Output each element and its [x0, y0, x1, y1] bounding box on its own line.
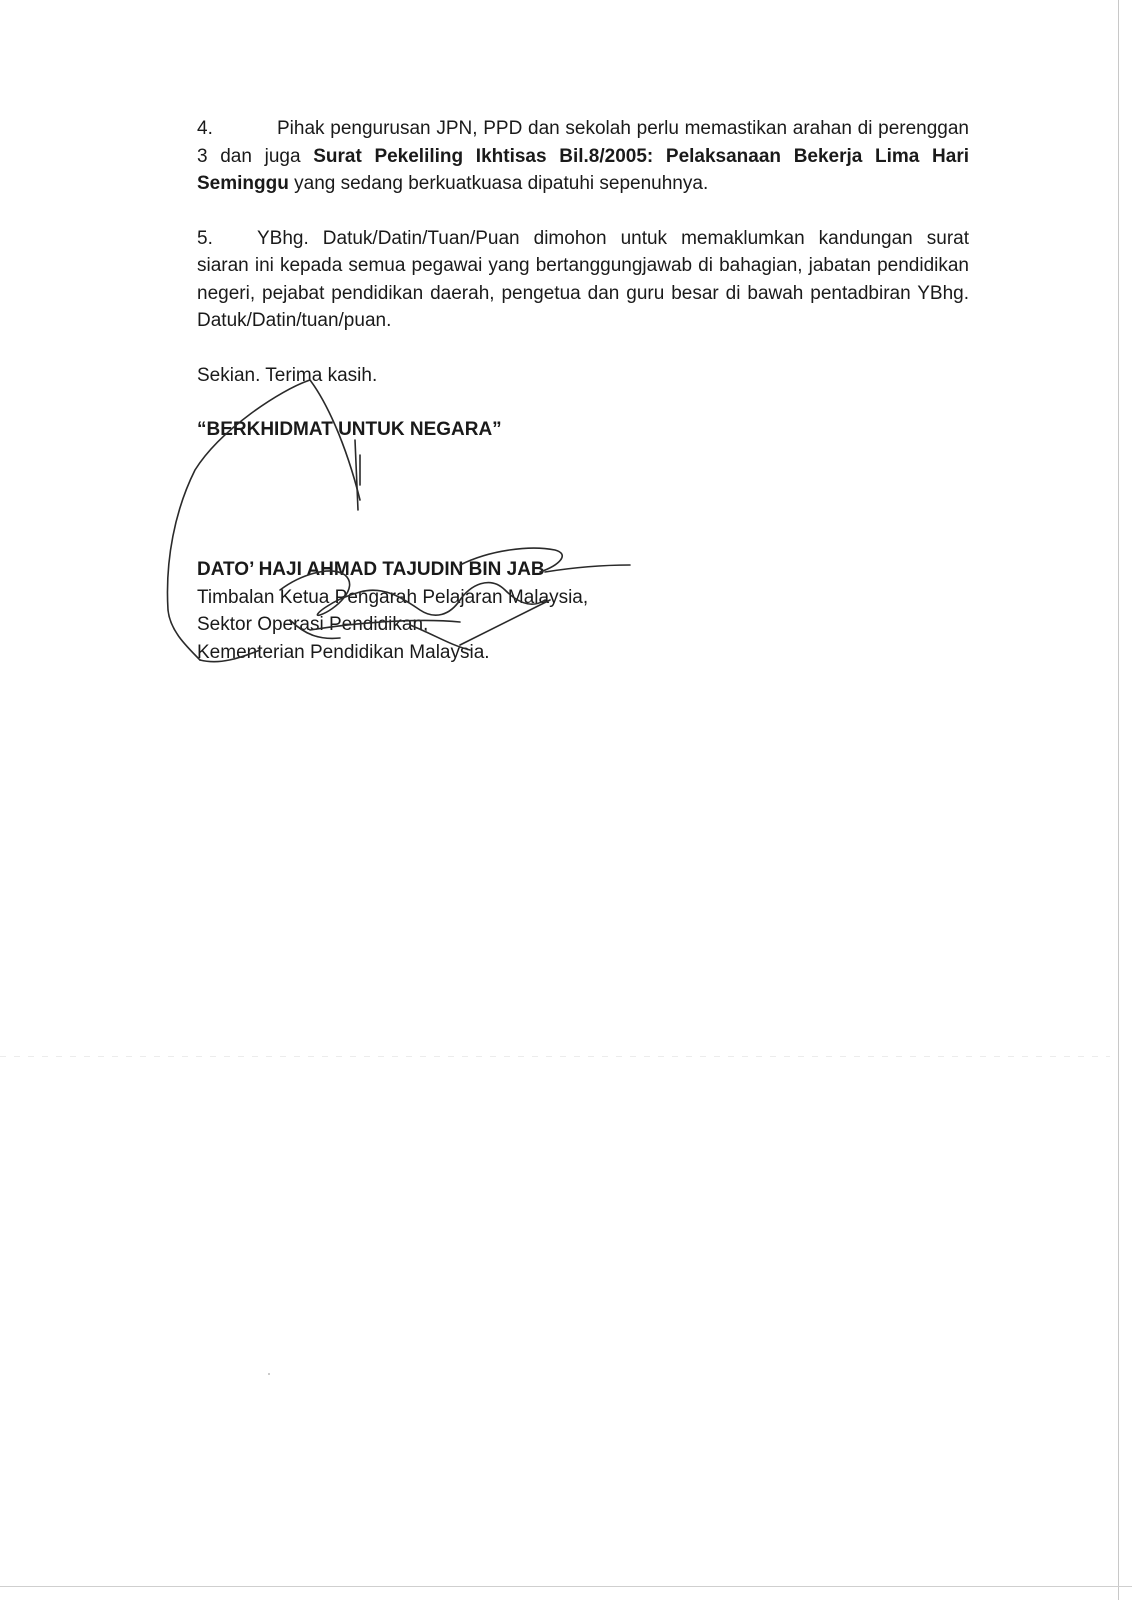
- scan-artifact-dot: [268, 1373, 270, 1375]
- signatory-sector: Sektor Operasi Pendidikan,: [197, 614, 429, 635]
- paragraph-text-end: yang sedang berkuatkuasa dipatuhi sepenuhnya.: [288, 173, 709, 194]
- circular-reference: Surat Pekeliling Ikhtisas Bil.8/2005: Pelaksanaan Bekerja Lima Hari Seminggu: [197, 145, 970, 194]
- signatory-name: DATO’ HAJI AHMAD TAJUDIN BIN JAB: [197, 559, 545, 580]
- signatory-ministry: Kementerian Pendidikan Malaysia.: [197, 641, 490, 663]
- paragraph-text: Pihak pengurusan JPN, PPD dan sekolah perlu memastikan arahan di perenggan 3 dan juga: [197, 118, 969, 167]
- paragraph-number: 5.: [197, 227, 213, 249]
- paragraph-5: [197, 225, 969, 335]
- paragraph-number: 4.: [197, 118, 213, 139]
- signatory-title: Timbalan Ketua Pengarah Pelajaran Malaysia,: [197, 586, 589, 608]
- scan-edge-bottom: [0, 1586, 1132, 1587]
- handwritten-signature: [160, 360, 660, 680]
- paragraph-text: YBhg. Datuk/Datin/Tuan/Puan dimohon untuk memaklumkan kandungan surat siaran ini kepada semua pegawai yang bertanggungjawab di bahagian, jabatan pendidikan negeri, pejabat pendidikan daerah, pengetua dan guru besar di bawah pentadbiran YBhg. Datuk/Datin/tuan/puan.: [197, 227, 969, 331]
- closing-line: Sekian. Terima kasih.: [197, 364, 378, 386]
- scan-edge-right: [1118, 0, 1119, 1600]
- scan-artifact-line: [0, 1056, 1110, 1057]
- paragraph-4: [197, 115, 969, 198]
- motto: “BERKHIDMAT UNTUK NEGARA”: [197, 419, 502, 440]
